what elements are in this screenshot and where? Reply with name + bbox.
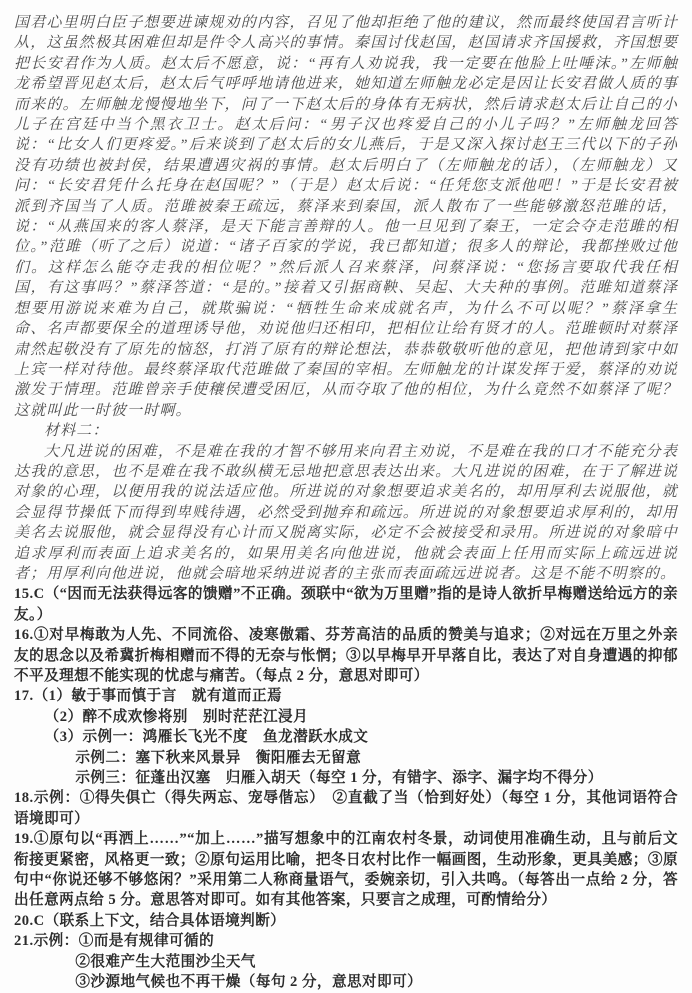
answer-key-section [14, 584, 678, 992]
answer-line-17-1: 17.（1）敏于事而慎于言 就有道而正焉 [14, 688, 283, 705]
answer-line-21-2: ②很难产生大范围沙尘天气 [75, 953, 256, 970]
translated-passage-section [14, 13, 678, 584]
answer-line-15: 15.C（“因而无法获得远客的馈赠”不正确。颈联中“欲为万里赠”指的是诗人欲折早梅赠送给远方的亲友。） [14, 586, 678, 623]
answer-line-17-2: （2）醉不成欢惨将别 别时茫茫江浸月 [44, 708, 309, 725]
answer-line-17-3-example2: 示例二：塞下秋来风景异 衡阳雁去无留意 [75, 749, 362, 766]
answer-line-20: 20.C（联系上下文，结合具体语境判断） [14, 912, 286, 929]
answer-line-18: 18.示例：①得失俱亡（得失两忘、宠辱偕忘） ②直截了当（恰到好处）（每空 1 分，其他词语符合语境即可） [14, 790, 678, 827]
answer-line-16: 16.①对早梅敢为人先、不同流俗、凌寒傲霜、芬芳高洁的品质的赞美与追求；②对远在万里之外亲友的思念以及希冀折梅相赠而不得的无奈与怅惘；③以早梅早开早落自比，表达了对自身遭遇的抑郁不平及理想不能实现的忧虑与痛苦。（每点 2 分，意思对即可） [14, 627, 678, 684]
answer-line-17-3-example3: 示例三：征蓬出汉塞 归雁入胡天（每空 1 分，有错字、添字、漏字均不得分） [75, 770, 603, 787]
material-one-translation-paragraph: 国君心里明白臣子想要进谏规劝的内容，召见了他却拒绝了他的建议，然而最终使国君言听计从，这虽然极其困难但却是件令人高兴的事情。秦国讨伐赵国，赵国请求齐国援救，齐国想要把长安君作为人质。赵太后不愿意，说：“再有人劝说我，我一定要在他脸上吐唾沫。”左师触龙希望晋见赵太后，赵太后气呼呼地请他进来，她知道左师触龙必定是因让长安君做人质的事而来的。左师触龙慢慢地坐下，问了一下赵太后的身体有无病状，然后请求赵太后让自己的小儿子在宫廷中当个黑衣卫士。赵太后问：“男子汉也疼爱自己的小儿子吗？”左师触龙回答说：“比女人们更疼爱。”后来谈到了赵太后的女儿燕后，于是又深入探讨赵王三代以下的子孙没有功绩也被封侯，结果遭遇灾祸的事情。赵太后明白了（左师触龙的话），（左师触龙）又问：“长安君凭什么托身在赵国呢？”（于是）赵太后说：“任凭您支派他吧！”于是长安君被派到齐国当了人质。范雎被秦王疏远，蔡泽来到秦国，派人散布了一些能够激怒范雎的话，说：“从燕国来的客人蔡泽，是天下能言善辩的人。他一旦见到了秦王，一定会夺走范雎的相位。”范雎（听了之后）说道：“诸子百家的学说，我已都知道；很多人的辩论，我都挫败过他们。这样怎么能夺走我的相位呢？”然后派人召来蔡泽，问蔡泽说：“您扬言要取代我任相国，有这事吗？”蔡泽答道：“是的。”接着又引据商鞅、吴起、大夫种的事例。范雎知道蔡泽想要用游说来难为自己，就欺骗说：“牺牲生命来成就名声，为什么不可以呢？”蔡泽拿生命、名声都要保全的道理诱导他，劝说他归还相印，把相位让给有贤才的人。范雎顿时对蔡泽肃然起敬没有了原先的恼怒，打消了原有的辩论想法，恭恭敬敬听他的意见，把他请到家中如上宾一样对待他。最终蔡泽取代范雎做了秦国的宰相。左师触龙的计谋发挥于爱，蔡泽的劝说激发于情理。范雎曾亲手使穰侯遭受困厄，从而夺取了他的相位，为什么竟然不如蔡泽了呢？这就叫此一时彼一时啊。 [14, 15, 678, 419]
answer-line-21-3: ③沙源地气候也不再干燥（每句 2 分，意思对即可） [75, 974, 423, 991]
material-two-heading: 材料二： [44, 423, 109, 440]
material-two-translation-paragraph: 大凡进说的困难，不是难在我的才智不够用来向君主劝说，不是难在我的口才不能充分表达我的意思，也不是难在我不敢纵横无忌地把意思表达出来。大凡进说的困难，在于了解进说对象的心理，以便用我的说法适应他。所进说的对象想要追求美名的，却用厚利去说服他，就会显得节操低下而得到卑贱待遇，必然受到抛弃和疏远。所进说的对象想要追求厚利的，却用美名去说服他，就会显得没有心计而又脱离实际，必定不会被接受和录用。所进说的对象暗中追求厚利而表面上追求美名的，如果用美名向他进说，他就会表面上任用而实际上疏远进说者；用厚利向他进说，他就会暗地采纳进说者的主张而表面疏远进说者。这是不能不明察的。 [14, 443, 678, 582]
answer-line-19: 19.①原句以“再洒上……”“加上……”描写想象中的江南农村冬景，动词使用准确生动，且与前后文衔接更紧密，风格更一致；②原句运用比喻，把冬日农村比作一幅画图，生动形象，更具美感；③原句中“你说还够不够悠闲？”采用第二人称商量语气，委婉亲切，引入共鸣。（每答出一点给 2 分，答出任意两点给 5 分。意思答对即可。如有其他答案，只要言之成理，可酌情给分） [14, 831, 678, 909]
answer-line-17-3: （3）示例一：鸿雁长飞光不度 鱼龙潜跃水成文 [44, 729, 369, 746]
answer-line-21: 21.示例：①而是有规律可循的 [14, 933, 215, 950]
